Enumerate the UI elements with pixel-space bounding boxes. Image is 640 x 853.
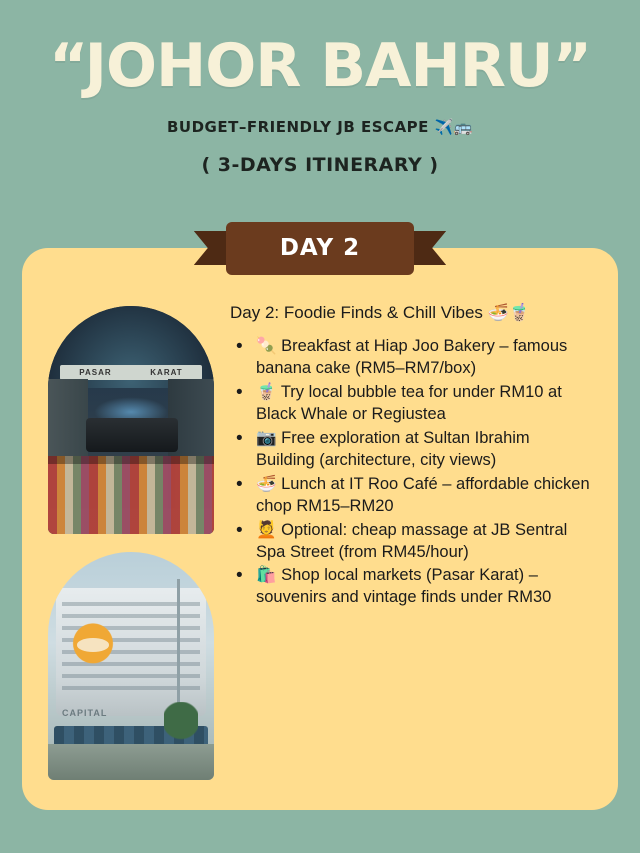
jb-mall-building-photo (48, 552, 214, 780)
parked-motorbikes (86, 418, 178, 452)
pavement (48, 744, 214, 780)
list-item: • 🍡 Breakfast at Hiap Joo Bakery – famous banana cake (RM5–RM7/box) (230, 336, 592, 380)
list-item: • 💆 Optional: cheap massage at JB Sentral Spa Street (from RM45/hour) (230, 520, 592, 564)
list-item: • 🧋 Try local bubble tea for under RM10 at Black Whale or Regiustea (230, 382, 592, 426)
day-summary-line: Day 2: Foodie Finds & Chill Vibes 🍜🧋 (230, 303, 530, 322)
poster-header (0, 0, 640, 176)
list-item: • 📷 Free exploration at Sultan Ibrahim Building (architecture, city views) (230, 428, 592, 472)
activity-list (230, 336, 592, 609)
street-pole (177, 579, 180, 707)
page-title: “JOHOR BAHRU” (48, 31, 592, 101)
cartoon-cat-mural (64, 620, 122, 672)
day-ribbon-label: DAY 2 (226, 222, 414, 275)
market-sign-left-text: PASAR (79, 368, 112, 378)
street-tree (164, 702, 198, 748)
market-sign-right-text: KARAT (150, 368, 183, 378)
day-content-card (22, 248, 618, 810)
poster-subtitle: BUDGET–FRIENDLY JB ESCAPE ✈️🚌 (166, 118, 473, 136)
itinerary-duration: ( 3-DAYS ITINERARY ) (201, 154, 439, 176)
mall-name-label: CAPITAL (62, 708, 108, 719)
itinerary-text-column (230, 294, 592, 790)
photo-column (48, 294, 214, 790)
market-goods-on-ground (48, 456, 214, 534)
day-ribbon-container (0, 222, 640, 275)
list-item: • 🛍️ Shop local markets (Pasar Karat) – souvenirs and vintage finds under RM30 (230, 565, 592, 609)
pasar-karat-night-market-photo (48, 306, 214, 534)
list-item: • 🍜 Lunch at IT Roo Café – affordable chicken chop RM15–RM20 (230, 474, 592, 518)
